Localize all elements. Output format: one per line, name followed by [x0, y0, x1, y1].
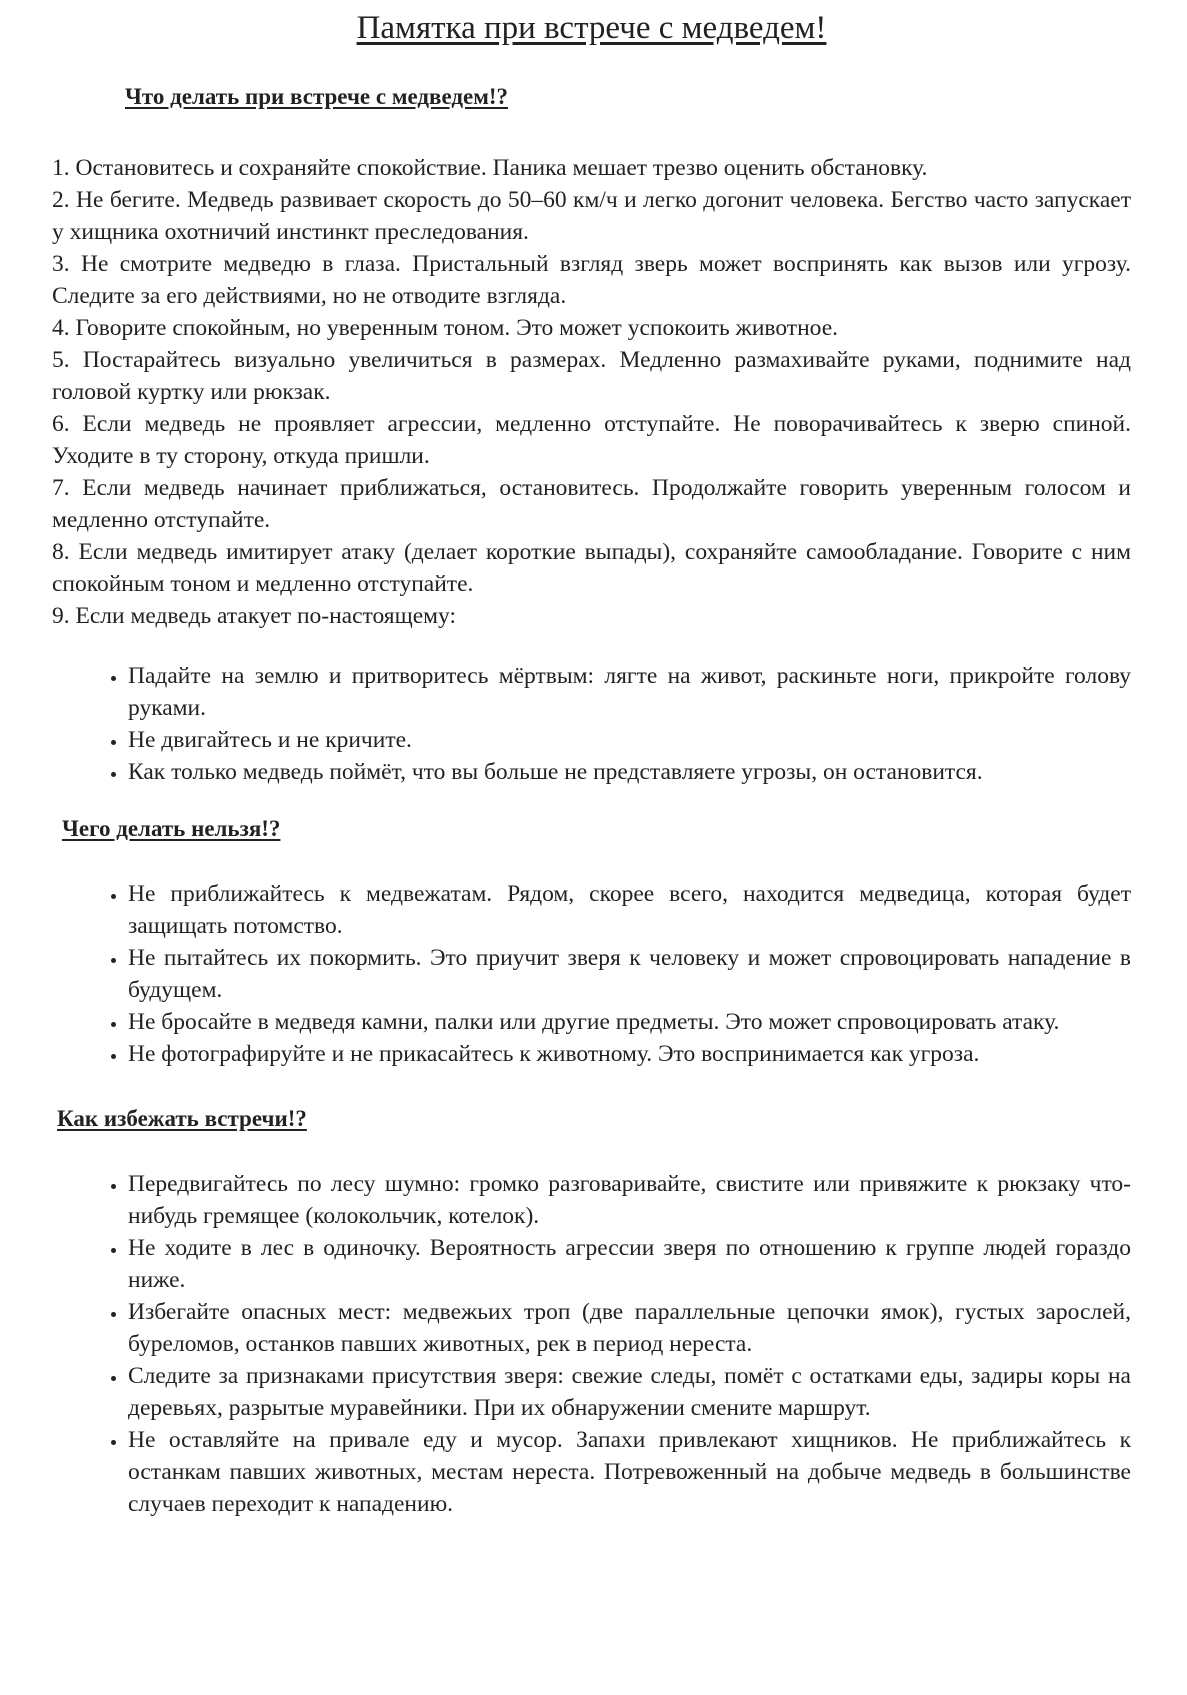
step-item: 8. Если медведь имитирует атаку (делает короткие выпады), сохраняйте самообладание. Говорите с ним спокойным тоном и медленно отступайте.	[52, 539, 1131, 597]
bullet-item: • Передвигайтесь по лесу шумно: громко разговаривайте, свистите или привяжите к рюкзаку что-нибудь гремящее (колокольчик, котелок).	[128, 1168, 1131, 1232]
attack-bullet-list	[52, 660, 1131, 788]
bullet-item: • Избегайте опасных мест: медвежьих троп (две параллельные цепочки ямок), густых зарослей, буреломов, останков павших животных, рек в период нереста.	[128, 1296, 1131, 1360]
bullet-item: • Не бросайте в медведя камни, палки или другие предметы. Это может спровоцировать атаку.	[128, 1006, 1131, 1038]
step-item: 3. Не смотрите медведю в глаза. Пристальный взгляд зверь может воспринять как вызов или угрозу. Следите за его действиями, но не отводите взгляда.	[52, 251, 1131, 309]
section-heading-what-not-to-do: Чего делать нельзя!?	[62, 816, 281, 841]
avoid-bullet-list	[52, 1168, 1131, 1520]
bullet-item: • Не ходите в лес в одиночку. Вероятность агрессии зверя по отношению к группе людей гораздо ниже.	[128, 1232, 1131, 1296]
step-item: 4. Говорите спокойным, но уверенным тоном. Это может успокоить животное.	[52, 315, 838, 341]
step-item: 6. Если медведь не проявляет агрессии, медленно отступайте. Не поворачивайтесь к зверю спиной. Уходите в ту сторону, откуда пришли.	[52, 411, 1131, 469]
bullet-item: • Следите за признаками присутствия зверя: свежие следы, помёт с остатками еды, задиры коры на деревьях, разрытые муравейники. При их обнаружении смените маршрут.	[128, 1360, 1131, 1424]
bullet-item: • Не фотографируйте и не прикасайтесь к животному. Это воспринимается как угроза.	[128, 1038, 1131, 1070]
dont-bullet-list	[52, 878, 1131, 1070]
bullet-item: • Не пытайтесь их покормить. Это приучит зверя к человеку и может спровоцировать нападение в будущем.	[128, 942, 1131, 1006]
page-title: Памятка при встрече с медведем!	[356, 10, 827, 46]
steps-list	[52, 152, 1131, 632]
step-item: 9. Если медведь атакует по-настоящему:	[52, 603, 456, 629]
bullet-item: • Не приближайтесь к медвежатам. Рядом, скорее всего, находится медведица, которая будет защищать потомство.	[128, 878, 1131, 942]
bullet-item: • Не оставляйте на привале еду и мусор. Запахи привлекают хищников. Не приближайтесь к останкам павших животных, местам нереста. Потревоженный на добыче медведь в большинстве случаев переходит к нападению.	[128, 1424, 1131, 1520]
step-item: 1. Остановитесь и сохраняйте спокойствие. Паника мешает трезво оценить обстановку.	[52, 155, 928, 181]
bullet-item: • Падайте на землю и притворитесь мёртвым: лягте на живот, раскиньте ноги, прикройте голову руками.	[128, 660, 1131, 724]
step-item: 5. Постарайтесь визуально увеличиться в размерах. Медленно размахивайте руками, поднимите над головой куртку или рюкзак.	[52, 347, 1131, 405]
section-heading-how-to-avoid: Как избежать встречи!?	[57, 1106, 307, 1131]
bullet-item: • Как только медведь поймёт, что вы больше не представляете угрозы, он остановится.	[128, 756, 1131, 788]
section-heading-what-to-do: Что делать при встрече с медведем!?	[125, 84, 509, 109]
step-item: 7. Если медведь начинает приближаться, остановитесь. Продолжайте говорить уверенным голосом и медленно отступайте.	[52, 475, 1131, 533]
step-item: 2. Не бегите. Медведь развивает скорость до 50–60 км/ч и легко догонит человека. Бегство часто запускает у хищника охотничий инстинкт преследования.	[52, 187, 1131, 245]
bullet-item: • Не двигайтесь и не кричите.	[128, 724, 1131, 756]
